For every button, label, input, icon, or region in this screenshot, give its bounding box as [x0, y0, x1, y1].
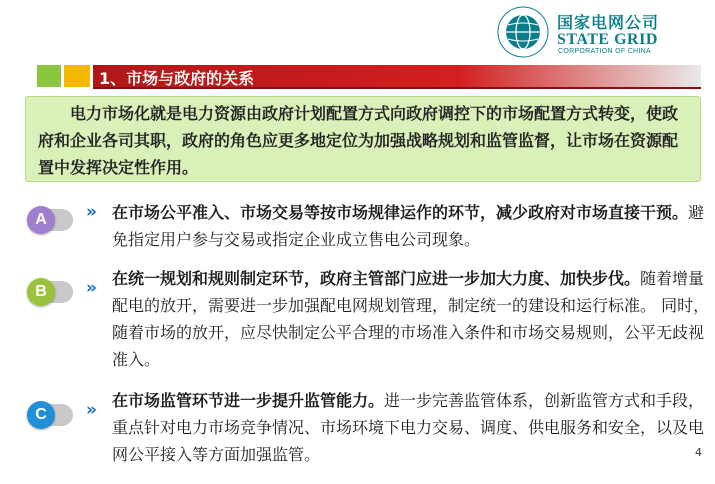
item-c-body: 进一步完善监管体系，创新监管方式和手段，重点针对电力市场竞争情况、市场环境下电力交易、调度、供电服务和安全，以及电网公平接入等方面加强监管。 — [112, 391, 705, 464]
item-c-text — [112, 387, 710, 468]
double-chevron-right-icon: » — [86, 400, 97, 420]
logo-subtitle-en: CORPORATION OF CHINA — [558, 48, 651, 55]
logo-name-cn: 国家电网公司 — [557, 13, 660, 32]
badge-b — [27, 278, 71, 306]
item-b-lead: 在统一规划和规则制定环节，政府主管部门应进一步加大力度、加快步伐。 — [112, 269, 641, 288]
item-a-lead: 在市场公平准入、市场交易等按市场规律运作的环节，减少政府对市场直接干预。 — [112, 203, 689, 222]
section-title: 1、市场与政府的关系 — [99, 69, 255, 88]
item-c-lead: 在市场监管环节进一步提升监管能力。 — [112, 391, 385, 410]
logo-name-en: STATE GRID — [557, 31, 658, 48]
header-band — [0, 0, 715, 62]
green-square-decoration — [37, 65, 61, 87]
item-b-text — [112, 265, 710, 373]
page-number: 4 — [695, 446, 702, 459]
badge-a-letter: A — [27, 206, 55, 234]
badge-c-letter: C — [27, 401, 55, 429]
globe-logo-icon — [497, 6, 549, 58]
badge-b-letter: B — [27, 278, 55, 306]
intro-box — [25, 96, 701, 182]
section-title-bar — [93, 65, 701, 89]
double-chevron-right-icon: » — [86, 278, 97, 298]
double-chevron-right-icon: » — [86, 202, 97, 222]
badge-c — [27, 401, 71, 429]
badge-a — [27, 206, 71, 234]
item-b-body: 随着增量配电的放开，需要进一步加强配电网规划管理，制定统一的建设和运行标准。 同时，随着市场的放开，应尽快制定公平合理的市场准入条件和市场交易规则，公平无歧视准入。 — [112, 269, 710, 369]
intro-text: 电力市场化就是电力资源由政府计划配置方式向政府调控下的市场配置方式转变，使政府和企业各司其职，政府的角色应更多地定位为加强战略规划和监管监督，让市场在资源配置中发挥决定性作用。 — [38, 104, 679, 177]
item-a-text — [112, 199, 710, 253]
state-grid-logo — [497, 6, 712, 58]
yellow-square-decoration — [64, 65, 90, 87]
item-a-body: 避免指定用户参与交易或指定企业成立售电公司现象。 — [112, 203, 705, 249]
